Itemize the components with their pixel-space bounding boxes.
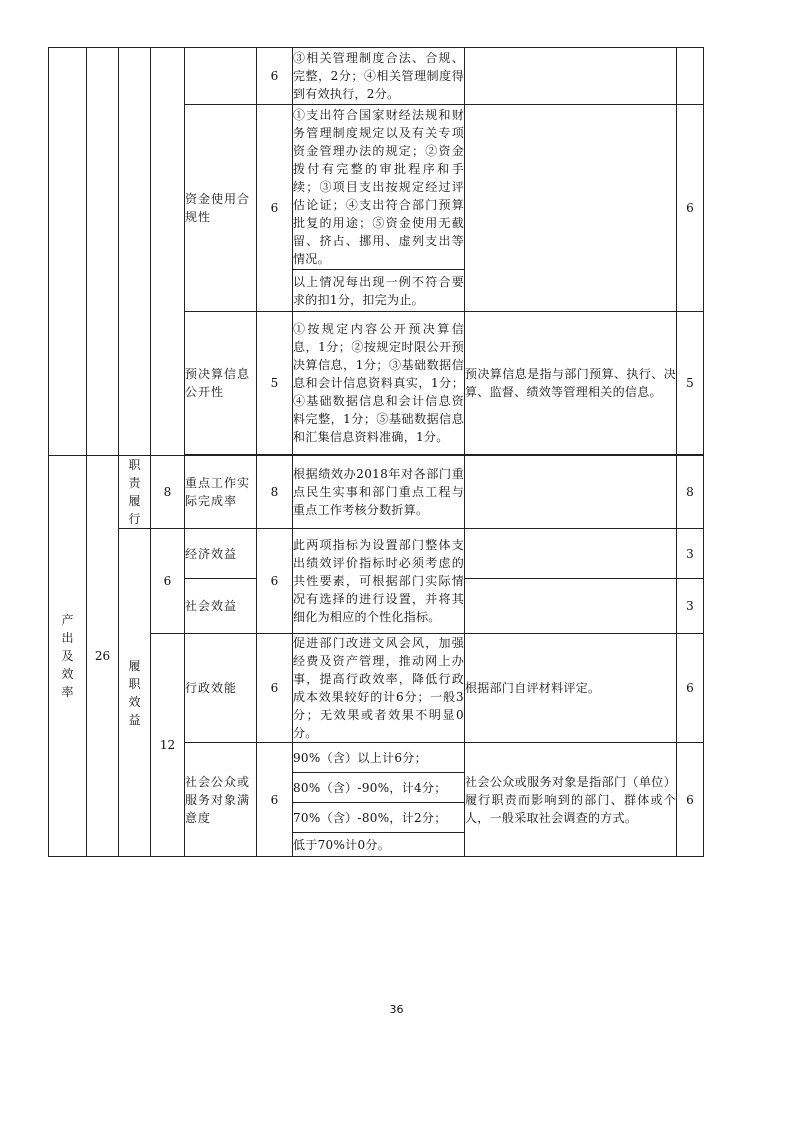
final-score: 6 bbox=[677, 105, 704, 312]
final-score: 8 bbox=[677, 456, 704, 529]
final-score: 6 bbox=[677, 634, 704, 743]
level1-indicator: 产出及效率 bbox=[49, 456, 87, 857]
indicator-note: 预决算信息是指与部门预算、执行、决算、监督、绩效等管理相关的信息。 bbox=[465, 312, 677, 455]
indicator-score: 6 bbox=[257, 634, 293, 743]
indicator-name: 预决算信息公开性 bbox=[185, 312, 257, 455]
indicator-name-cell bbox=[185, 48, 257, 105]
indicator-score: 6 bbox=[257, 48, 293, 105]
scoring-criteria: 根据绩效办2018年对各部门重点民生实事和部门重点工程与重点工作考核分数折算。 bbox=[293, 456, 465, 529]
scoring-criteria: ③相关管理制度合法、合规、完整，2分；④相关管理制度得到有效执行，2分。 bbox=[293, 48, 465, 105]
criteria-option: 80%（含）-90%，计4分； bbox=[293, 773, 465, 803]
level2-score-cell-empty bbox=[151, 48, 185, 456]
final-score bbox=[677, 48, 704, 105]
level1-score: 26 bbox=[87, 456, 119, 857]
evaluation-table bbox=[48, 47, 704, 857]
criteria-option: 70%（含）-80%，计2分； bbox=[293, 803, 465, 833]
final-score: 3 bbox=[677, 529, 704, 579]
scoring-criteria: 此两项指标为设置部门整体支出绩效评价指标时必须考虑的共性要素，可根据部门实际情况有选择的进行设置，并将其细化为相应的个性化指标。 bbox=[293, 529, 465, 634]
indicator-name: 资金使用合规性 bbox=[185, 105, 257, 312]
indicator-note bbox=[465, 579, 677, 634]
level2-score: 6 bbox=[151, 529, 185, 634]
final-score: 3 bbox=[677, 579, 704, 634]
indicator-note bbox=[465, 456, 677, 529]
criteria-option: 90%（含）以上计6分； bbox=[293, 743, 465, 773]
level2-indicator: 职责履行 bbox=[119, 456, 151, 529]
indicator-score: 6 bbox=[257, 105, 293, 312]
indicator-score: 6 bbox=[257, 743, 293, 857]
scoring-criteria: ①按规定内容公开预决算信息，1分；②按规定时限公开预决算信息，1分；③基础数据信息和会计信息资料真实，1分；④基础数据信息和会计信息资料完整，1分；⑤基础数据信息和汇集信息资料准确，1分。 bbox=[293, 312, 465, 455]
table-row bbox=[49, 48, 704, 105]
indicator-name: 重点工作实际完成率 bbox=[185, 456, 257, 529]
level2-score: 12 bbox=[151, 634, 185, 857]
level2-cell-empty bbox=[119, 48, 151, 456]
deduction-rule: 以上情况每出现一例不符合要求的扣1分，扣完为止。 bbox=[293, 270, 465, 312]
indicator-score: 6 bbox=[257, 529, 293, 634]
indicator-note: 根据部门自评材料评定。 bbox=[465, 634, 677, 743]
level1-cell-empty bbox=[49, 48, 87, 456]
level2-score: 8 bbox=[151, 456, 185, 529]
scoring-criteria: 促进部门改进文风会风，加强经费及资产管理，推动网上办事，提高行政效率，降低行政成本效果较好的计6分；一般3分；无效果或者效果不明显0分。 bbox=[293, 634, 465, 743]
indicator-note bbox=[465, 48, 677, 105]
final-score: 5 bbox=[677, 312, 704, 455]
table-row bbox=[49, 529, 704, 579]
indicator-name: 社会公众或服务对象满意度 bbox=[185, 743, 257, 857]
indicator-note bbox=[465, 529, 677, 579]
table-row bbox=[49, 456, 704, 529]
indicator-name: 行政效能 bbox=[185, 634, 257, 743]
indicator-name: 社会效益 bbox=[185, 579, 257, 634]
indicator-note: 社会公众或服务对象是指部门（单位）履行职责而影响到的部门、群体或个人，一般采取社会调查的方式。 bbox=[465, 743, 677, 857]
level1-score-cell-empty bbox=[87, 48, 119, 456]
indicator-score: 8 bbox=[257, 456, 293, 529]
page-number: 36 bbox=[389, 1003, 404, 1016]
criteria-option: 低于70%计0分。 bbox=[293, 833, 465, 857]
indicator-note bbox=[465, 105, 677, 312]
scoring-criteria: ①支出符合国家财经法规和财务管理制度规定以及有关专项资金管理办法的规定；②资金拨付有完整的审批程序和手续；③项目支出按规定经过评估论证；④支出符合部门预算批复的用途；⑤资金使用无截留、挤占、挪用、虚列支出等情况。 bbox=[293, 105, 465, 270]
indicator-name: 经济效益 bbox=[185, 529, 257, 579]
indicator-score: 5 bbox=[257, 312, 293, 455]
level2-indicator: 履职效益 bbox=[119, 529, 151, 857]
final-score: 6 bbox=[677, 743, 704, 857]
